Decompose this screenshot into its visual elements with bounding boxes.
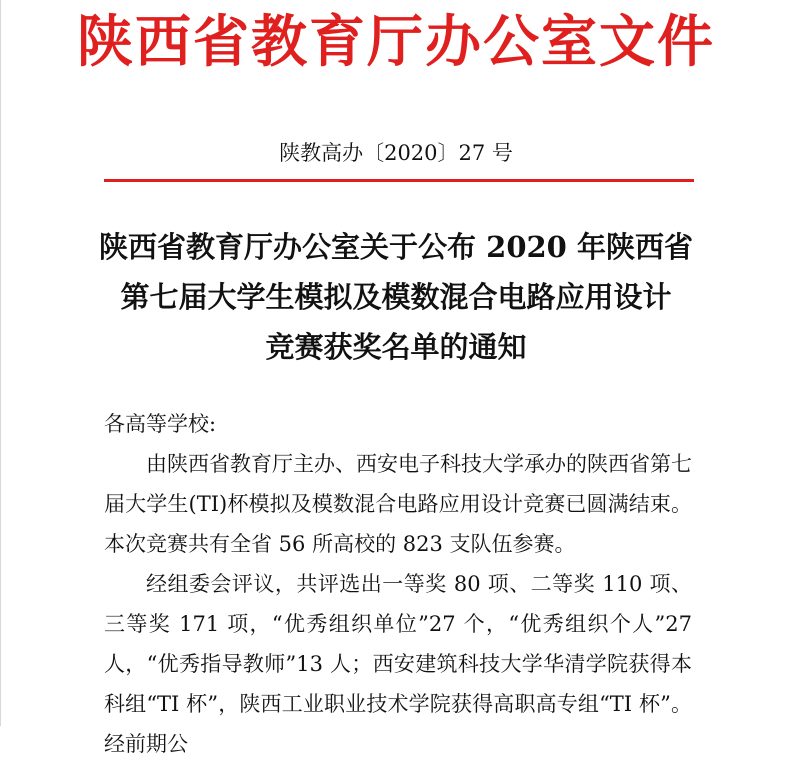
salutation: 各高等学校: xyxy=(104,412,217,436)
document-number: 陕教高办〔2020〕27 号 xyxy=(279,141,513,165)
red-divider-rule xyxy=(104,179,694,182)
masthead-title: 陕西省教育厅办公室文件 xyxy=(77,9,715,75)
notice-body xyxy=(104,404,692,764)
body-paragraph-2: 经组委会评议，共评选出一等奖 80 项、二等奖 110 项、三等奖 171 项，“优秀组织单位”27 个，“优秀组织个人”27 人，“优秀指导教师”13 人；西安建筑科技大学华清学院获得本科组“TI 杯”，陕西工业职业技术学院获得高职高专组“TI 杯”。经前期公 xyxy=(104,572,692,756)
notice-title-line-3: 竞赛获奖名单的通知 xyxy=(265,330,527,364)
notice-title xyxy=(0,222,792,372)
notice-title-line-1: 陕西省教育厅办公室关于公布 2020 年陕西省 xyxy=(99,230,693,264)
body-paragraph-1: 由陕西省教育厅主办、西安电子科技大学承办的陕西省第七届大学生(TI)杯模拟及模数混合电路应用设计竞赛已圆满结束。本次竞赛共有全省 56 所高校的 823 支队伍参赛。 xyxy=(104,452,692,556)
notice-title-line-2: 第七届大学生模拟及模数混合电路应用设计 xyxy=(120,280,672,314)
